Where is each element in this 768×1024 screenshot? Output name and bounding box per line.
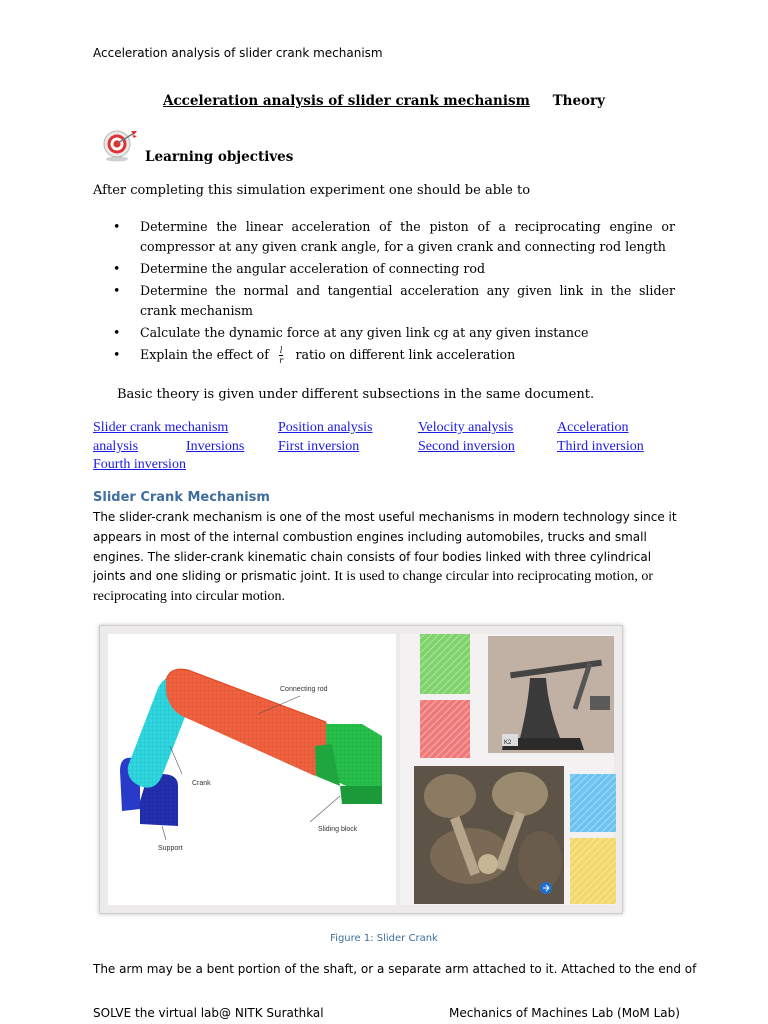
section-paragraph	[93, 508, 678, 607]
objectives-list	[113, 217, 675, 367]
l-over-r-fraction	[279, 346, 284, 365]
label-support: Support	[158, 845, 183, 852]
list-item: • Determine the angular acceleration of connecting rod	[113, 259, 675, 279]
link-acceleration-analysis[interactable]: Acceleration	[557, 420, 629, 435]
list-item-text: Explain the effect of	[140, 347, 269, 362]
page-title	[0, 93, 768, 109]
figure-slider-crank	[99, 625, 623, 914]
title-theory: Theory	[552, 93, 606, 109]
body-text-continuation: The arm may be a bent portion of the shaft, or a separate arm attached to it. Attached to the end of	[93, 962, 697, 976]
list-item-text: ratio on different link acceleration	[295, 347, 516, 362]
label-connecting-rod: Connecting rod	[280, 686, 328, 693]
link-velocity-analysis[interactable]: Velocity analysis	[418, 420, 514, 435]
basic-theory-note: Basic theory is given under different subsections in the same document.	[117, 387, 595, 402]
list-item	[113, 345, 675, 365]
link-fourth-inversion[interactable]: Fourth inversion	[93, 457, 186, 472]
figure-caption: Figure 1: Slider Crank	[330, 933, 438, 944]
link-second-inversion[interactable]: Second inversion	[418, 439, 515, 454]
figure-illustration	[100, 626, 622, 913]
link-first-inversion[interactable]: First inversion	[278, 439, 360, 454]
fraction-denominator: r	[279, 356, 284, 365]
link-third-inversion[interactable]: Third inversion	[557, 439, 644, 454]
paragraph-text-serif: It is used to change circular into reciprocating motion, or reciprocating into circular motion.	[93, 569, 653, 605]
footer-right: Mechanics of Machines Lab (MoM Lab)	[449, 1006, 680, 1020]
paragraph-text: The slider-crank mechanism is one of the most useful mechanisms in modern technology since it appears in most of the internal combustion engines including automobiles, trucks and small engines. The slider-crank kinematic chain consists of four bodies linked with three cylindrical joints and one sliding or prismatic joint.	[93, 510, 677, 584]
list-item: • Calculate the dynamic force at any given link cg at any given instance	[113, 323, 675, 343]
link-inversions[interactable]: Inversions	[186, 439, 245, 454]
label-crank: Crank	[192, 780, 211, 787]
fraction-numerator: l	[279, 346, 283, 355]
list-item: • Determine the linear acceleration of the piston of a reciprocating engine or compressor at any given crank angle, for a given crank and connecting rod length	[113, 217, 675, 257]
section-heading: Slider Crank Mechanism	[93, 490, 270, 505]
link-position-analysis[interactable]: Position analysis	[278, 420, 373, 435]
footer-left: SOLVE the virtual lab@ NITK Surathkal	[93, 1006, 324, 1020]
target-icon	[101, 128, 139, 162]
engine-photo	[414, 766, 564, 904]
mechanism-model-photo	[488, 636, 614, 753]
list-item: • Determine the normal and tangential acceleration any given link in the slider crank mechanism	[113, 281, 675, 321]
link-slider-crank-mechanism[interactable]: Slider crank mechanism	[93, 420, 229, 435]
link-acceleration-analysis-cont[interactable]: analysis	[93, 439, 139, 454]
label-sliding-block: Sliding block	[318, 826, 358, 833]
learning-objectives-heading: Learning objectives	[145, 149, 294, 165]
objectives-intro: After completing this simulation experiment one should be able to	[93, 183, 531, 198]
running-header: Acceleration analysis of slider crank mechanism	[93, 46, 383, 60]
photo-tag: K2	[504, 740, 512, 746]
title-main: Acceleration analysis of slider crank mechanism	[162, 93, 530, 109]
